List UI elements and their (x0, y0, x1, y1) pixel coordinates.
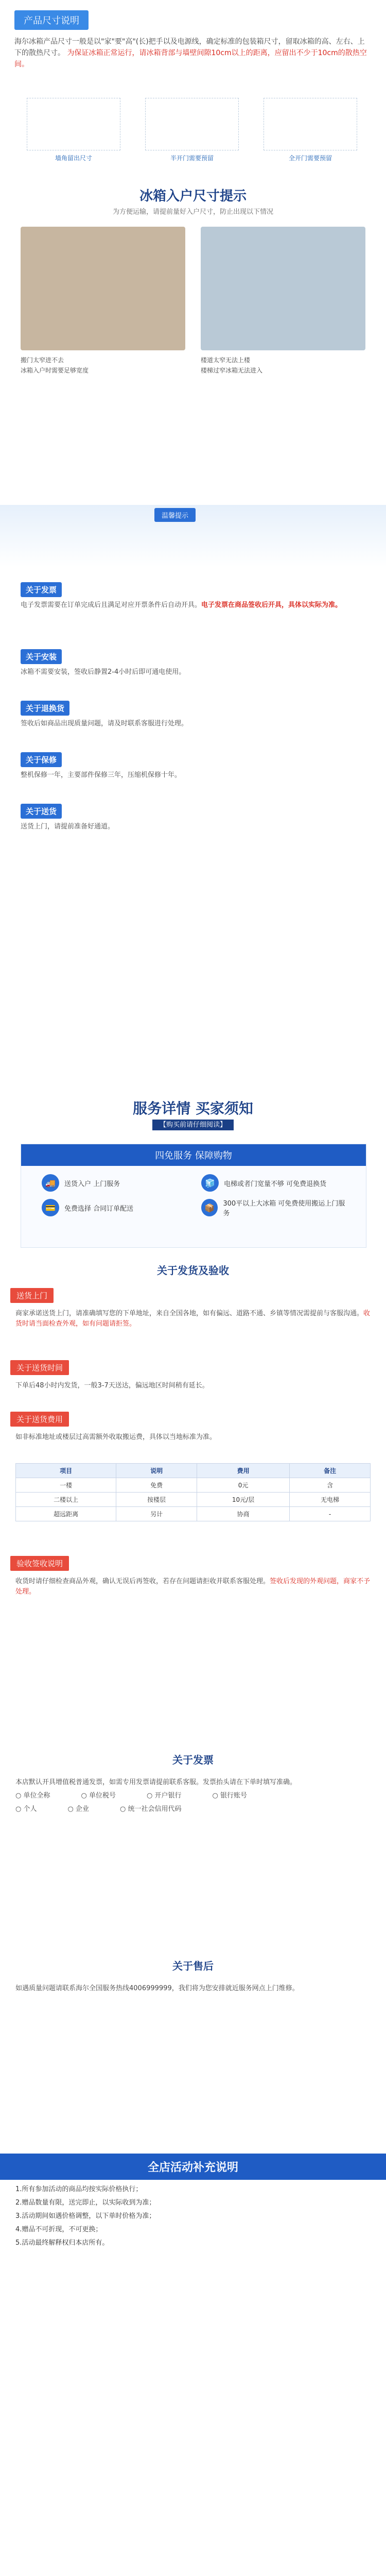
service-item: 📦 300平以上大冰箱 可免费使用搬运上门服务 (201, 1198, 345, 1217)
list-item: 4.赠品不可折现，不可更换； (15, 2226, 102, 2233)
service-card-title: 四免服务 保障购物 (21, 1144, 366, 1166)
list-item: 3.活动期间如遇价格调整，以下单时价格为准； (15, 2212, 156, 2220)
after-label: 关于售后 (172, 1960, 214, 1972)
service-item: 💳 免费选择 合同订单配送 (42, 1198, 186, 1217)
invoice-text: 本店默认开具增值税普通发票，如需专用发票请提前联系客服。发票抬头请在下单时填写准确。 ○ 单位全称 ○ 单位税号 ○ 开户银行 ○ 银行账号 ○ 个人 ○ 企业 ○ 统一社会信用代码 (15, 1777, 371, 1815)
diagram-1: 墙角留出尺寸 (27, 98, 120, 150)
inspection-text: 收货时请仔细检查商品外观，确认无误后再签收，若存在问题请拒收并联系客服处理。签收后发现的外观问题，商家不予处理。 (15, 1578, 371, 1596)
notice-install: 关于安装 冰箱不需要安装，签收后静置2-4小时后即可通电使用。 (21, 649, 365, 677)
list-item: 2.赠品数量有限，送完即止，以实际收到为准； (15, 2199, 156, 2207)
entry-title: 冰箱入户尺寸提示 (139, 189, 247, 204)
notice-invoice: 关于发票 电子发票需要在订单完成后且满足对应开票条件后自动开具。电子发票在商品签收后开具，具体以实际为准。 (21, 582, 365, 611)
list-item: 1.所有参加活动的商品均按实际价格执行； (15, 2185, 143, 2193)
activity-list (15, 2184, 371, 2251)
entry-cap-4: 楼梯过窄冰箱无法进入 (201, 367, 263, 374)
notice-warranty: 关于保修 整机保修一年，主要部件保修三年，压缩机保修十年。 (21, 752, 365, 781)
delivery-bar-2: 关于送货时间 (10, 1360, 69, 1375)
table-row: 二楼以上 按楼层 10元/层 无电梯 (16, 1493, 371, 1507)
fridge-icon: 🧊 (201, 1174, 219, 1192)
delivery-bar-1: 送货上门 (10, 1288, 54, 1303)
delivery-text-3: 如非标准地址或楼层过高需额外收取搬运费，具体以当地标准为准。 (15, 1433, 217, 1441)
service-title: 服务详情 买家须知 (133, 1100, 253, 1117)
entry-cap-2: 楼道太窄无法上楼 (201, 357, 251, 364)
service-item: 🧊 电梯或者门宽量不够 可免费退换货 (201, 1174, 345, 1192)
banner-text-b: 为保证冰箱正常运行，请冰箱背部与墙壁间隙10cm以上的距离，应留出不少于10cm的散热空间。 (14, 49, 367, 69)
table-row: 超远距离 另计 协商 - (16, 1507, 371, 1521)
entry-cap-3: 冰箱入户时需要足够宽度 (21, 367, 89, 374)
banner-text (14, 36, 370, 70)
notice-tag: 温馨提示 (154, 508, 196, 522)
diagram-3: 全开门需要预留 (264, 98, 357, 150)
diagram-row (14, 98, 370, 162)
entry-cap-1: 搬门太窄进不去 (21, 357, 64, 364)
service-item: 🚚 送货入户 上门服务 (42, 1174, 186, 1192)
entry-photo-1 (21, 227, 185, 350)
entry-subtitle: 为方便运输，请提前量好入户尺寸，防止出现以下情况 (112, 208, 273, 216)
fee-table: 项目 说明 费用 备注 一楼 免费 0元 含 二楼以上 按楼层 10元/层 无电梯 超远距离 另计 协商 - (15, 1463, 371, 1521)
delivery-bar-3: 关于送货费用 (10, 1412, 69, 1427)
invoice-label: 关于发票 (172, 1754, 214, 1766)
entry-photo-2 (201, 227, 365, 350)
banner-text-a: 海尔冰箱产品尺寸一般是以"家"要"高"(长)把手以及电源线，确定标准的包装箱尺寸，留取冰箱的高、左右、上下的散热尺寸。 (14, 38, 365, 57)
activity-band: 全店活动补充说明 (0, 2154, 386, 2180)
truck-icon: 🚚 (42, 1174, 59, 1192)
delivery-label: 关于发货及验收 (157, 1264, 229, 1277)
notice-banner (0, 505, 386, 567)
notice-delivery: 关于送货 送货上门，请提前准备好通道。 (21, 804, 365, 832)
service-subtitle: 【购买前请仔细阅读】 (0, 1119, 386, 1129)
notice-return: 关于退换货 签收后如商品出现质量问题，请及时联系客服进行处理。 (21, 701, 365, 729)
diagram-2: 半开门需要预留 (145, 98, 239, 150)
list-item: 5.活动最终解释权归本店所有。 (15, 2239, 109, 2247)
card-icon: 💳 (42, 1199, 59, 1216)
banner-tag: 产品尺寸说明 (14, 10, 89, 30)
after-text: 如遇质量问题请联系海尔全国服务热线4006999999，我们将为您安排就近服务网点上门维修。 (15, 1985, 299, 1992)
delivery-text-2: 下单后48小时内发货，一般3-7天送达，偏远地区时间稍有延长。 (15, 1382, 209, 1389)
table-row: 一楼 免费 0元 含 (16, 1478, 371, 1493)
service-card (21, 1144, 366, 1248)
delivery-text-1: 商家承诺送货上门，请准确填写您的下单地址，来自全国各地，如有偏远、道路不通、乡镇等情况需提前与客服沟通。收货时请当面检查外观，如有问题请拒签。 (15, 1310, 371, 1328)
inspection-bar: 验收签收说明 (10, 1556, 69, 1571)
box-icon: 📦 (201, 1199, 218, 1216)
